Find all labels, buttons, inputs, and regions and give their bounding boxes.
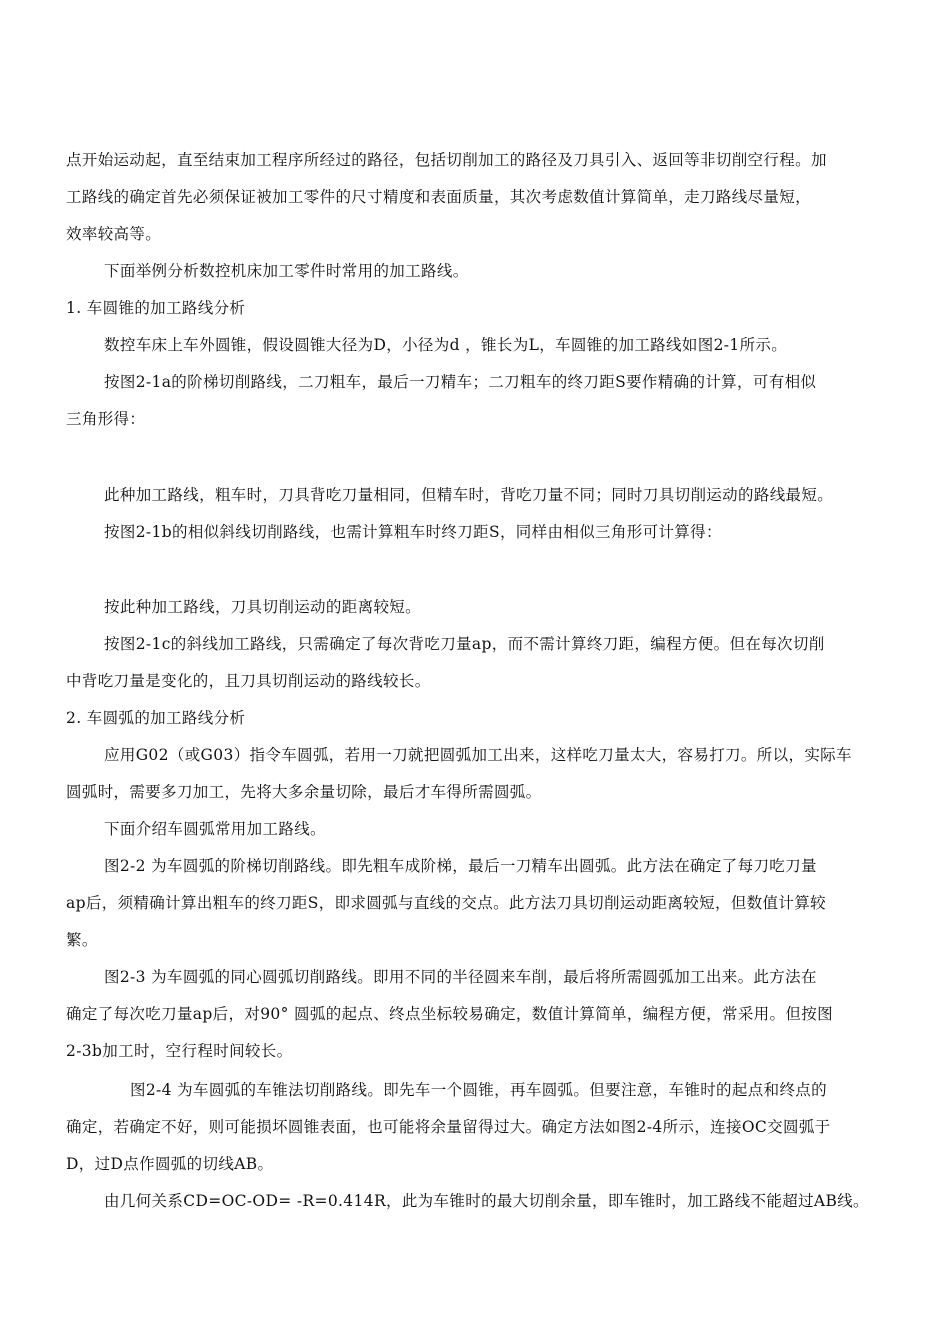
text-line: 按此种加工路线，刀具切削运动的距离较短。: [104, 598, 422, 616]
text-line: 图2-2 为车圆弧的阶梯切削路线。即先粗车成阶梯，最后一刀精车出圆弧。此方法在确定了每刀吃刀量: [104, 857, 817, 875]
text-line: 下面介绍车圆弧常用加工路线。: [104, 820, 326, 838]
text-line: D，过D点作圆弧的切线AB。: [66, 1155, 274, 1173]
text-line: 按图2-1a的阶梯切削路线，二刀粗车，最后一刀精车；二刀粗车的终刀距S要作精确的计算，可有相似: [104, 373, 817, 391]
text-line: 此种加工路线，粗车时，刀具背吃刀量相同，但精车时，背吃刀量不同；同时刀具切削运动的路线最短。: [104, 486, 834, 504]
text-line: 圆弧时，需要多刀加工，先将大多余量切除，最后才车得所需圆弧。: [66, 783, 542, 801]
text-line: 中背吃刀量是变化的，且刀具切削运动的路线较长。: [66, 672, 431, 690]
text-line: 图2-3 为车圆弧的同心圆弧切削路线。即用不同的半径圆来车削，最后将所需圆弧加工出来。此方法在: [104, 968, 817, 986]
text-line: 按图2-1b的相似斜线切削路线，也需计算粗车时终刀距S，同样由相似三角形可计算得：: [104, 523, 722, 541]
text-line: 确定，若确定不好，则可能损坏圆锥表面，也可能将余量留得过大。确定方法如图2-4所示，连接OC交圆弧于: [66, 1118, 831, 1136]
text-line: 下面举例分析数控机床加工零件时常用的加工路线。: [104, 262, 469, 280]
text-line: 图2-4 为车圆弧的车锥法切削路线。即先车一个圆锥，再车圆弧。但要注意，车锥时的起点和终点的: [130, 1081, 827, 1099]
text-line: 点开始运动起，直至结束加工程序所经过的路径，包括切削加工的路径及刀具引入、返回等非切削空行程。加: [66, 151, 827, 169]
text-line: 应用G02（或G03）指令车圆弧，若用一刀就把圆弧加工出来，这样吃刀量太大，容易打刀。所以，实际车: [104, 746, 852, 764]
text-line: 确定了每次吃刀量ap后，对90° 圆弧的起点、终点坐标较易确定，数值计算简单，编程方便，常采用。但按图: [66, 1005, 833, 1023]
section-heading: 1. 车圆锥的加工路线分析: [66, 299, 246, 317]
text-line: 2-3b加工时，空行程时间较长。: [66, 1042, 293, 1060]
text-line: 数控车床上车外圆锥，假设圆锥大径为D，小径为d ，锥长为L，车圆锥的加工路线如图2-1所示。: [104, 336, 788, 354]
text-line: 繁。: [66, 931, 98, 949]
section-heading: 2. 车圆弧的加工路线分析: [66, 709, 246, 727]
text-line: 效率较高等。: [66, 225, 162, 243]
text-line: 工路线的确定首先必须保证被加工零件的尺寸精度和表面质量，其次考虑数值计算简单，走刀路线尽量短，: [66, 188, 811, 206]
text-line: 由几何关系CD=OC-OD= -R=0.414R，此为车锥时的最大切削余量，即车锥时，加工路线不能超过AB线。: [104, 1192, 869, 1210]
text-line: 三角形得：: [66, 410, 146, 428]
text-line: 按图2-1c的斜线加工路线，只需确定了每次背吃刀量ap，而不需计算终刀距，编程方便。但在每次切削: [104, 635, 825, 653]
text-line: ap后，须精确计算出粗车的终刀距S，即求圆弧与直线的交点。此方法刀具切削运动距离较短，但数值计算较: [66, 894, 826, 912]
